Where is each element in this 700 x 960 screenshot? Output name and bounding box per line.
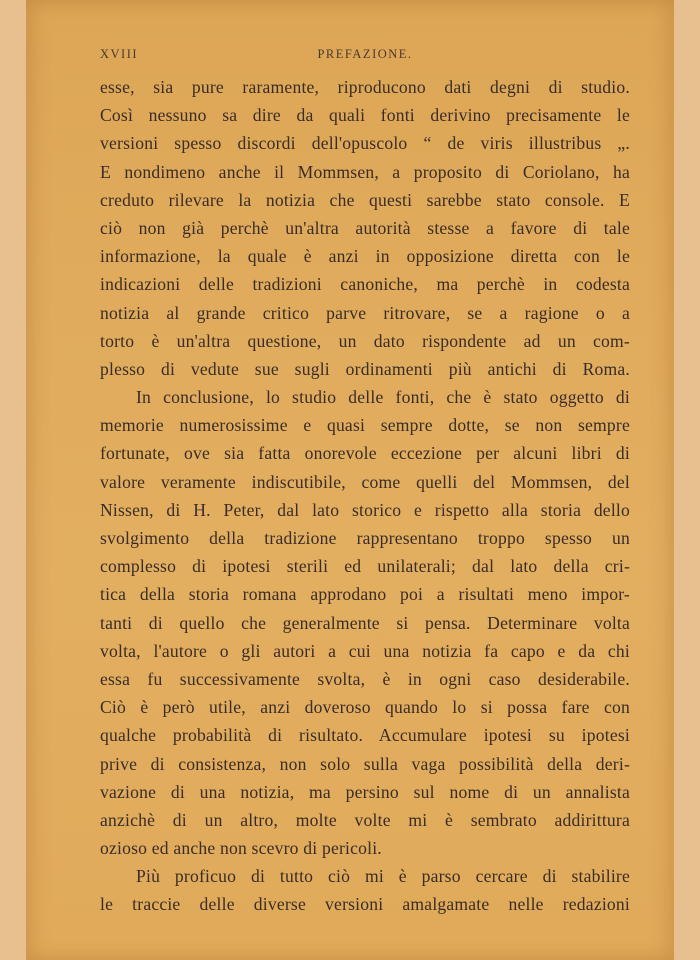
text-line: le traccie delle diverse versioni amalgamate nelle redazioni (100, 894, 630, 915)
text-line: Ciò è però utile, anzi doveroso quando lo si possa fare con (100, 697, 630, 718)
text-line: plesso di vedute sue sugli ordinamenti più antichi di Roma. (100, 358, 630, 379)
text-line: anzichè di un altro, molte volte mi è sembrato addirittura (100, 809, 630, 830)
text-line: In conclusione, lo studio delle fonti, che è stato oggetto di (136, 387, 630, 408)
text-line: prive di consistenza, non solo sulla vaga possibilità della deri- (100, 753, 630, 774)
text-line: indicazioni delle tradizioni canoniche, ma perchè in codesta (100, 274, 630, 295)
text-line: Più proficuo di tutto ciò mi è parso cercare di stabilire (136, 866, 630, 887)
body-text (100, 73, 630, 919)
text-line: ozioso ed anche non scevro di pericoli. (100, 838, 382, 859)
text-line: memorie numerosissime e quasi sempre dotte, se non sempre (100, 415, 630, 436)
text-line: Nissen, di H. Peter, dal lato storico e rispetto alla storia dello (100, 499, 630, 520)
text-line: vazione di una notizia, ma persino sul nome di un annalista (100, 781, 630, 802)
text-line: Così nessuno sa dire da quali fonti derivino precisamente le (100, 105, 630, 126)
paragraph-3 (100, 862, 630, 918)
text-line: valore veramente indiscutibile, come quelli del Mommsen, del (100, 471, 630, 492)
book-page (26, 0, 674, 960)
text-line: complesso di ipotesi sterili ed unilaterali; dal lato della cri- (100, 556, 630, 577)
text-line: volta, l'autore o gli autori a cui una notizia fa capo e da chi (100, 640, 630, 661)
text-line: tica della storia romana approdano poi a risultati meno impor- (100, 584, 630, 605)
text-line: svolgimento della tradizione rappresentano troppo spesso un (100, 528, 630, 548)
text-line: fortunate, ove sia fatta onorevole eccezione per alcuni libri di (100, 443, 630, 464)
text-line: creduto rilevare la notizia che questi sarebbe stato console. E (100, 189, 630, 210)
text-line: torto è un'altra questione, un dato rispondente ad un com- (100, 330, 630, 351)
text-line: esse, sia pure raramente, riproducono dati degni di studio. (100, 77, 630, 97)
page-header (100, 47, 630, 63)
paragraph-1 (100, 73, 630, 383)
text-line: ciò non già perchè un'altra autorità stesse a favore di tale (100, 217, 630, 238)
text-line: essa fu successivamente svolta, è in ogni caso desiderabile. (100, 668, 630, 689)
text-line: E nondimeno anche il Mommsen, a proposito di Coriolano, ha (100, 161, 630, 182)
running-title: PREFAZIONE. (317, 47, 413, 61)
text-line: notizia al grande critico parve ritrovare, se a ragione o a (100, 302, 630, 323)
paragraph-2 (100, 383, 630, 862)
page-number: XVIII (100, 47, 139, 61)
text-line: qualche probabilità di risultato. Accumulare ipotesi su ipotesi (100, 725, 630, 746)
text-line: versioni spesso discordi dell'opuscolo “ de viris illustribus „. (100, 133, 630, 154)
text-line: informazione, la quale è anzi in opposizione diretta con le (100, 246, 630, 267)
text-line: tanti di quello che generalmente si pensa. Determinare volta (100, 612, 630, 633)
